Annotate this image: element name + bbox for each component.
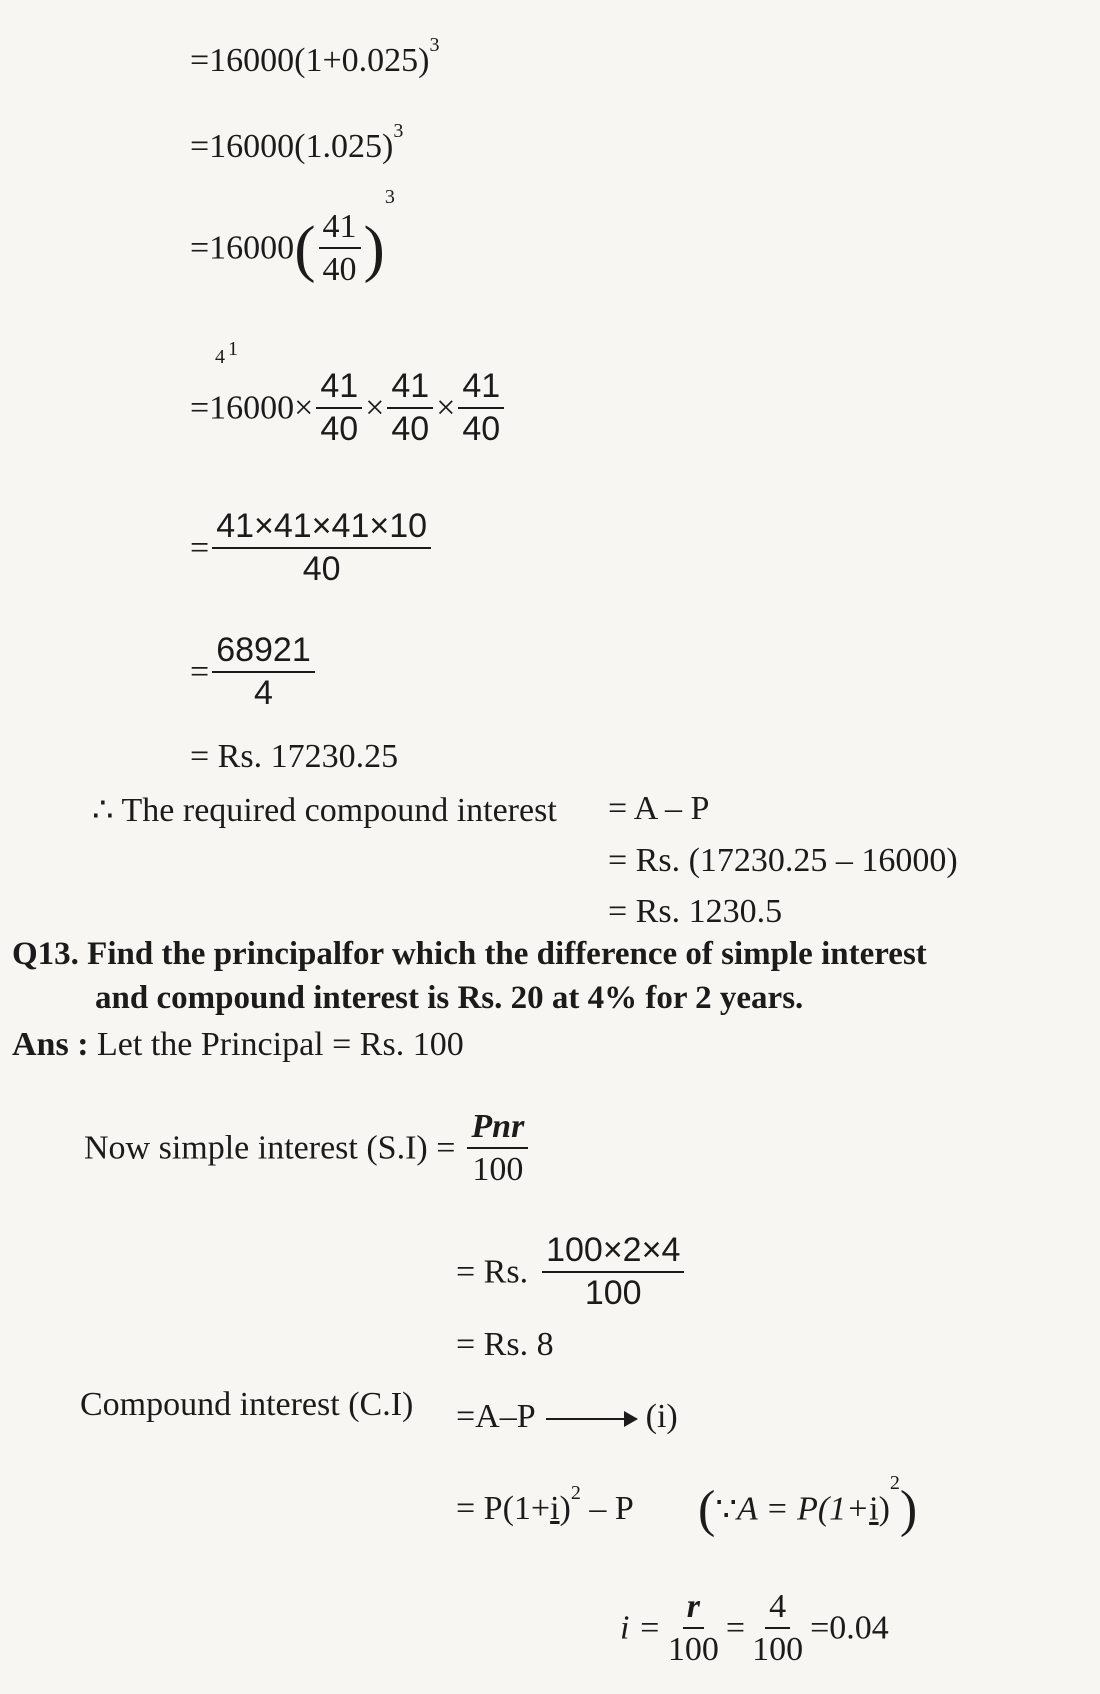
right-paren: ) [899,1481,918,1538]
denominator: 100 [472,1151,524,1189]
equation-text: i = [620,1609,661,1647]
denominator: 40 [462,410,501,449]
equation-text: ) [559,1490,571,1527]
equation-line-4 [190,368,507,449]
fraction [458,368,504,449]
equation-ref: (i) [645,1398,678,1435]
cancel-4: 4 [215,346,225,368]
denominator: 40 [391,410,430,449]
left-paren: ( [698,1481,716,1538]
question-q13-line2 [95,980,803,1017]
numerator: 41 [387,368,433,409]
exponent: 2 [570,1482,581,1504]
equation-text: A = P(1+ [736,1490,870,1528]
equation-line-2 [190,120,404,166]
fraction [212,508,431,589]
statement-text: The required compound interest [121,792,557,829]
question-q13 [12,936,927,973]
numerator: 100×2×4 [542,1232,684,1273]
answer-line [12,1026,464,1064]
right-arrow-icon [546,1418,636,1420]
cancel-mark [215,338,238,369]
because-note [698,1472,918,1539]
equation-text: = Rs. (17230.25 – 16000) [608,842,958,879]
fraction [748,1588,807,1669]
si-label: Now simple interest (S.I) = [84,1129,456,1167]
equation-line-9 [608,842,958,880]
equation-line-5 [190,508,434,589]
denominator: 100 [667,1631,719,1669]
equals: = [190,529,210,567]
equation-text: =A–P [456,1398,536,1435]
answer-text: Let the Principal = Rs. 100 [97,1026,464,1063]
equation-line-1 [190,34,440,80]
ci-label: Compound interest (C.I) [80,1386,414,1423]
denominator: 40 [320,410,359,449]
fraction [664,1588,723,1669]
left-paren: ( [294,212,316,284]
cancel-1: 1 [228,338,238,360]
denominator: 100 [752,1631,804,1669]
right-paren: ) [363,212,385,284]
numerator: 4 [765,1588,790,1629]
equation-text: =0.04 [810,1609,889,1647]
rate-variable: i [869,1490,879,1528]
fraction [212,632,315,713]
compound-interest-rhs [608,790,709,828]
fraction [319,208,361,289]
equation-text: ) [878,1490,890,1528]
denominator: 100 [584,1274,642,1313]
fraction [316,368,362,449]
therefore-symbol: ∴ [92,792,114,829]
fraction [542,1232,684,1313]
equation-text: = A – P [608,790,710,827]
equation-text: = Rs. [456,1253,529,1291]
exponent: 3 [429,34,440,56]
equation-text: =16000(1+0.025) [190,42,430,79]
equation-line-7 [190,738,398,776]
equation-text: = P(1+ [456,1490,551,1527]
exponent: 3 [384,186,395,208]
numerator: 41 [319,208,361,249]
equals: = [725,1609,746,1647]
fraction [467,1108,528,1189]
compound-interest-line [92,790,557,830]
denominator: 4 [254,674,273,713]
equals: = [190,653,210,691]
compound-interest-label [80,1386,413,1424]
numerator: Pnr [467,1108,528,1149]
rate-variable: i [550,1490,560,1527]
exponent: 3 [393,120,404,142]
times: × [436,389,456,427]
denominator: 40 [322,251,357,289]
equation-text: – P [580,1490,634,1527]
simple-interest-calc [456,1232,687,1313]
equation-text: =16000(1.025) [190,128,394,165]
because-symbol: ∵ [715,1491,737,1529]
compound-interest-formula [456,1398,678,1436]
answer-label: Ans : [12,1026,89,1063]
numerator: 41 [458,368,504,409]
numerator: r [683,1588,704,1629]
equation-text: = Rs. 8 [456,1326,554,1363]
equation-text: =16000 [190,229,295,267]
times: × [365,389,385,427]
exponent: 2 [889,1472,900,1494]
numerator: 68921 [212,632,315,673]
fraction [387,368,433,449]
question-text-line-2: and compound interest is Rs. 20 at 4% for 2 years. [95,980,804,1016]
denominator: 40 [302,550,341,589]
numerator: 41×41×41×10 [212,508,431,549]
equation-text: = Rs. 1230.5 [608,893,783,930]
equation-line-3 [190,186,395,289]
question-text-line-1: Find the principalfor which the difference of simple interest [87,936,927,972]
compound-interest-expansion [456,1482,634,1528]
simple-interest-formula [84,1108,531,1189]
question-label: Q13. [12,936,79,972]
equation-text: =16000× [190,389,314,427]
simple-interest-result [456,1326,554,1364]
equation-line-10 [608,893,782,931]
equation-text: = Rs. 17230.25 [190,738,399,775]
equation-line-6 [190,632,318,713]
numerator: 41 [316,368,362,409]
rate-calc [620,1588,889,1669]
